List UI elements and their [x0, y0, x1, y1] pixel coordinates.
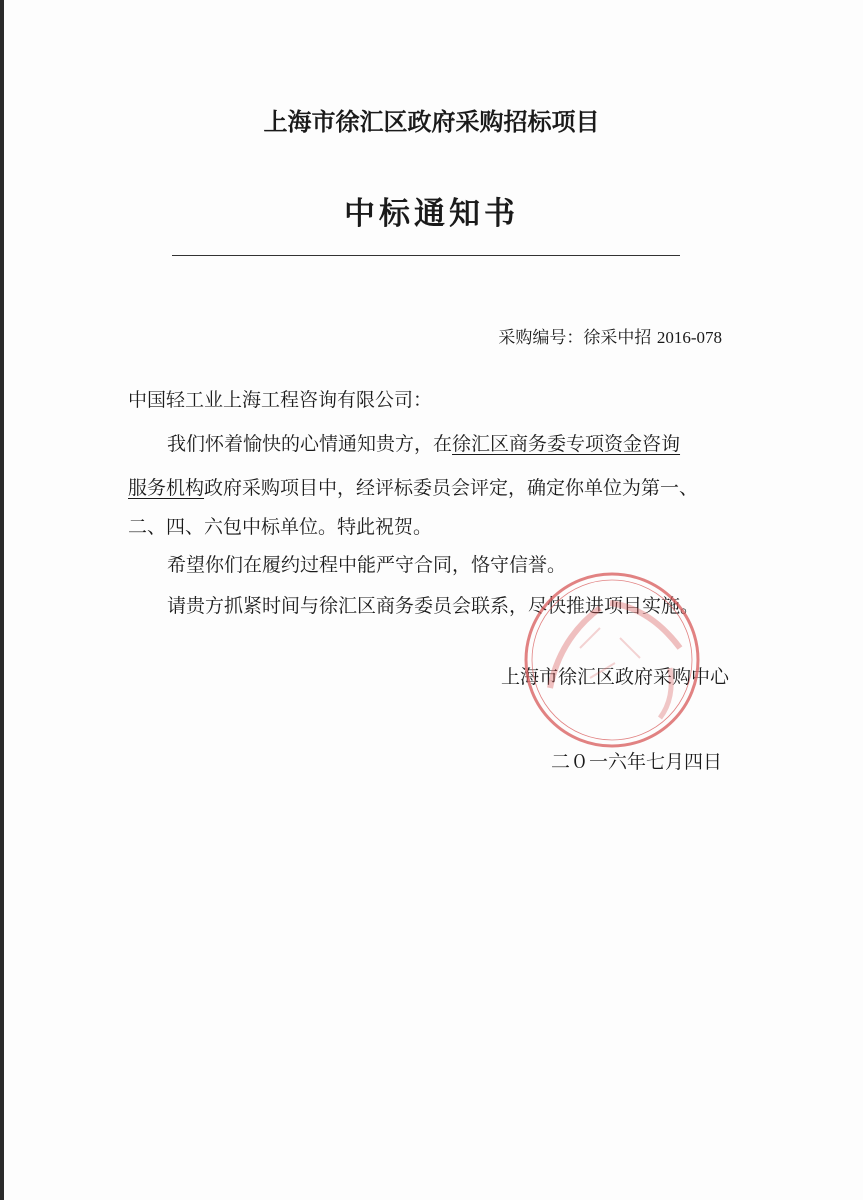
reference-label: 采购编号：徐采中招	[498, 328, 652, 348]
document-heading: 上海市徐汇区政府采购招标项目	[263, 108, 600, 136]
scan-edge	[0, 0, 4, 1200]
project-name-part-1: 徐汇区商务委专项资金咨询	[452, 433, 681, 455]
body-line-3: 二、四、六包中标单位。特此祝贺。	[128, 516, 433, 538]
document-title: 中标通知书	[344, 196, 519, 232]
body-paragraph-3: 请贵方抓紧时间与徐汇区商务委员会联系，尽快推进项目实施。	[167, 595, 700, 617]
reference-number: 2016-078	[656, 328, 722, 347]
body-line-1	[167, 435, 680, 454]
title-divider	[172, 255, 680, 256]
body-paragraph-2: 希望你们在履约过程中能严守合同，恪守信誉。	[167, 554, 567, 576]
body-line-2	[128, 479, 698, 498]
procurement-reference	[498, 323, 722, 348]
project-name-part-2: 服务机构	[128, 477, 205, 499]
body-text-1b: 政府采购项目中，经评标委员会评定，确定你单位为第一、	[204, 477, 699, 499]
issue-date: 二０一六年七月四日	[550, 751, 722, 773]
recipient: 中国轻工业上海工程咨询有限公司：	[128, 389, 433, 411]
body-text-1a: 我们怀着愉快的心情通知贵方，在	[167, 433, 453, 455]
issuer-signature: 上海市徐汇区政府采购中心	[500, 666, 729, 688]
